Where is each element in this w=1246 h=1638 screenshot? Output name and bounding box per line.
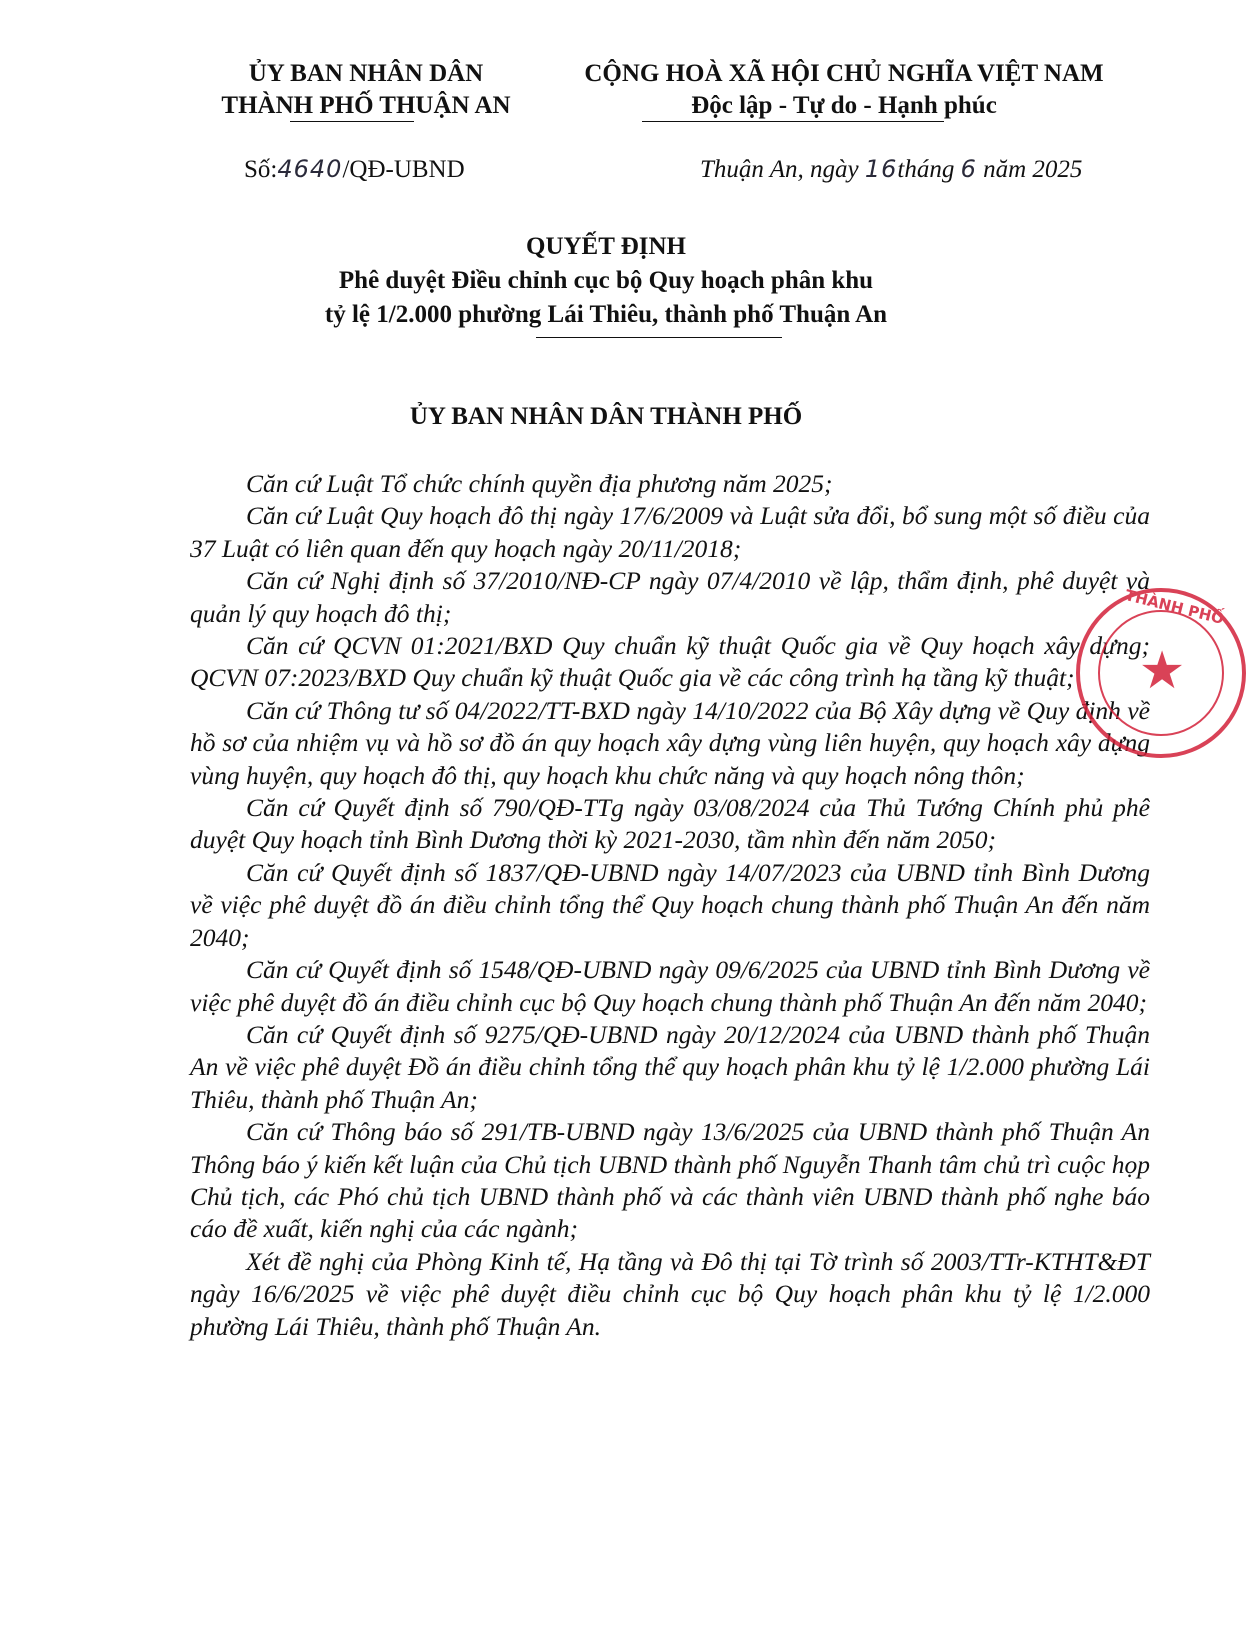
document-date (700, 152, 1130, 187)
org-line-2: THÀNH PHỐ THUẬN AN (221, 92, 511, 119)
basis-paragraph: Căn cứ Quyết định số 9275/QĐ-UBND ngày 20/12/2024 của UBND thành phố Thuận An về việc phê duyệt Đồ án điều chỉnh tổng thể quy hoạch phân khu tỷ lệ 1/2.000 phường Lái Thiêu, thành phố Thuận An; (190, 1019, 1150, 1114)
date-day: 16 (864, 155, 898, 183)
decision-title (150, 230, 1062, 332)
document-number (244, 152, 465, 187)
decision-heading: QUYẾT ĐỊNH (526, 233, 686, 260)
basis-paragraph: Căn cứ QCVN 01:2021/BXD Quy chuẩn kỹ thuật Quốc gia về Quy hoạch xây dựng; QCVN 07:2023/BXD Quy chuẩn kỹ thuật Quốc gia về các công trình hạ tầng kỹ thuật; (190, 631, 1150, 693)
national-motto (556, 58, 1132, 122)
nation-line-1: CỘNG HOÀ XÃ HỘI CHỦ NGHĨA VIỆT NAM (584, 60, 1104, 87)
org-line-1: ỦY BAN NHÂN DÂN (248, 60, 484, 87)
decision-subtitle-line-2: tỷ lệ 1/2.000 phường Lái Thiêu, thành phố Thuận An (324, 301, 888, 328)
basis-paragraph: Xét đề nghị của Phòng Kinh tế, Hạ tầng và Đô thị tại Tờ trình số 2003/TTr-KTHT&ĐT ngày 16/6/2025 về việc phê duyệt điều chỉnh cục bộ Quy hoạch phân khu tỷ lệ 1/2.000 phường Lái Thiêu, thành phố Thuận An. (190, 1246, 1150, 1341)
org-underline (290, 121, 414, 122)
date-place: Thuận An, ngày (700, 156, 859, 183)
basis-paragraph: Căn cứ Quyết định số 1548/QĐ-UBND ngày 09/6/2025 của UBND tỉnh Bình Dương về việc phê duyệt đồ án điều chỉnh cục bộ Quy hoạch chung thành phố Thuận An đến năm 2040; (190, 955, 1150, 1017)
basis-paragraph: Căn cứ Thông tư số 04/2022/TT-BXD ngày 14/10/2022 của Bộ Xây dựng về Quy định về hồ sơ của nhiệm vụ và hồ sơ đồ án quy hoạch xây dựng vùng liên huyện, quy hoạch xây dựng vùng huyện, quy hoạch đô thị, quy hoạch khu chức năng và quy hoạch nông thôn; (190, 695, 1150, 790)
number-suffix: /QĐ-UBND (342, 156, 465, 183)
issuing-authority (196, 58, 536, 122)
number-prefix: Số: (244, 156, 278, 183)
red-seal-stamp (1076, 588, 1246, 758)
nation-line-2: Độc lập - Tự do - Hạnh phúc (691, 92, 997, 119)
authority-heading: ỦY BAN NHÂN DÂN THÀNH PHỐ (409, 403, 803, 430)
star-emblem-icon: ★ (1138, 643, 1186, 700)
seal-text: THÀNH PHỐ (1123, 586, 1226, 628)
number-handwritten: 4640 (277, 155, 343, 183)
date-month: 6 (960, 155, 977, 183)
date-year-label: năm 2025 (983, 156, 1083, 183)
basis-paragraph: Căn cứ Thông báo số 291/TB-UBND ngày 13/6/2025 của UBND thành phố Thuận An Thông báo ý kiến kết luận của Chủ tịch UBND thành phố Nguyễn Thanh tâm chủ trì cuộc họp Chủ tịch, các Phó chủ tịch UBND thành phố và các thành viên UBND thành phố nghe báo cáo đề xuất, kiến nghị của các ngành; (190, 1117, 1150, 1244)
legal-basis (190, 468, 1150, 1343)
title-underline (536, 337, 782, 338)
basis-paragraph: Căn cứ Quyết định số 1837/QĐ-UBND ngày 14/07/2023 của UBND tỉnh Bình Dương về việc phê duyệt đồ án điều chỉnh tổng thể Quy hoạch chung thành phố Thuận An đến năm 2040; (190, 857, 1150, 952)
basis-paragraph: Căn cứ Luật Quy hoạch đô thị ngày 17/6/2009 và Luật sửa đổi, bổ sung một số điều của 37 Luật có liên quan đến quy hoạch ngày 20/11/2018; (190, 501, 1150, 563)
basis-paragraph: Căn cứ Nghị định số 37/2010/NĐ-CP ngày 07/4/2010 về lập, thẩm định, phê duyệt và quản lý quy hoạch đô thị; (190, 566, 1150, 628)
motto-underline (642, 121, 944, 122)
basis-paragraph: Căn cứ Luật Tổ chức chính quyền địa phương năm 2025; (246, 469, 833, 498)
basis-paragraph: Căn cứ Quyết định số 790/QĐ-TTg ngày 03/08/2024 của Thủ Tướng Chính phủ phê duyệt Quy hoạch tỉnh Bình Dương thời kỳ 2021-2030, tầm nhìn đến năm 2050; (190, 793, 1150, 855)
date-month-label: tháng (897, 156, 955, 183)
decision-subtitle-line-1: Phê duyệt Điều chỉnh cục bộ Quy hoạch phân khu (338, 267, 874, 294)
